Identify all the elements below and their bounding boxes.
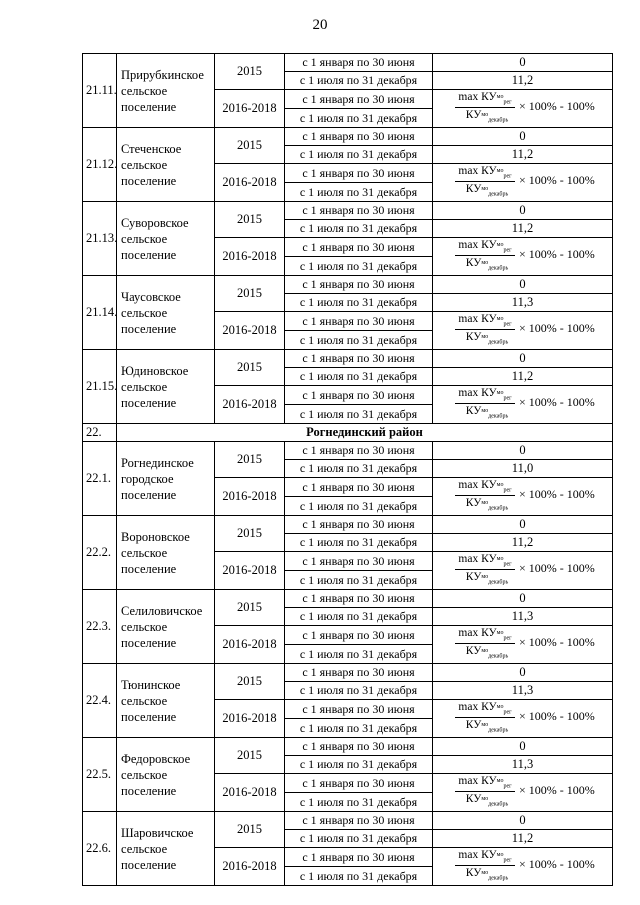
formula-den-sup: мо — [481, 722, 489, 728]
formula-den-text: КУ — [465, 109, 482, 121]
formula-num-sub: рег — [503, 783, 512, 790]
year-cell: 2016-2018 — [215, 848, 285, 886]
value-cell: 11,2 — [433, 220, 613, 238]
district-row — [83, 424, 613, 442]
row-number: 22. — [83, 424, 117, 442]
formula-num-sub: рег — [503, 709, 512, 716]
formula-num-sup: мо — [496, 778, 504, 784]
period-cell: с 1 июля по 31 декабря — [285, 571, 433, 590]
period-cell: с 1 января по 30 июня — [285, 128, 433, 146]
formula-multiplier: × 100% - 100% — [519, 321, 595, 335]
table-row — [83, 202, 613, 220]
formula-num-sub: рег — [503, 487, 512, 494]
formula-den-sup: мо — [481, 112, 489, 118]
fraction-bar — [455, 107, 515, 108]
value-cell: 0 — [433, 664, 613, 682]
formula-den-text: КУ — [465, 331, 482, 343]
formula-denominator — [457, 497, 517, 515]
table-row — [83, 664, 613, 682]
formula-num-sup: мо — [496, 94, 504, 100]
formula-num-sup: мо — [496, 316, 504, 322]
period-cell: с 1 января по 30 июня — [285, 442, 433, 460]
year-cell: 2015 — [215, 516, 285, 552]
value-cell: 0 — [433, 738, 613, 756]
formula-multiplier: × 100% - 100% — [519, 395, 595, 409]
year-cell: 2016-2018 — [215, 90, 285, 128]
year-cell: 2015 — [215, 276, 285, 312]
year-cell: 2015 — [215, 812, 285, 848]
year-cell: 2015 — [215, 54, 285, 90]
formula-num-text: max КУ — [458, 313, 497, 325]
period-cell: с 1 июля по 31 декабря — [285, 183, 433, 202]
formula-den-sub: декабрь — [488, 653, 509, 660]
fraction-bar — [455, 865, 515, 866]
value-cell: 0 — [433, 590, 613, 608]
value-cell: 11,2 — [433, 830, 613, 848]
row-number: 22.1. — [83, 442, 117, 516]
formula-denominator — [457, 571, 517, 589]
year-cell: 2016-2018 — [215, 552, 285, 590]
row-number: 22.2. — [83, 516, 117, 590]
formula-den-sup: мо — [481, 796, 489, 802]
period-cell: с 1 января по 30 июня — [285, 516, 433, 534]
settlement-name: Рогнединское городское поселение — [117, 442, 215, 516]
period-cell: с 1 июля по 31 декабря — [285, 405, 433, 424]
row-number: 21.12. — [83, 128, 117, 202]
value-cell: 11,0 — [433, 460, 613, 478]
year-cell: 2015 — [215, 128, 285, 164]
formula — [453, 313, 623, 347]
period-cell: с 1 июля по 31 декабря — [285, 220, 433, 238]
formula-multiplier: × 100% - 100% — [519, 99, 595, 113]
period-cell: с 1 июля по 31 декабря — [285, 460, 433, 478]
year-cell: 2016-2018 — [215, 386, 285, 424]
table-row — [83, 442, 613, 460]
period-cell: с 1 июля по 31 декабря — [285, 146, 433, 164]
table-row — [83, 812, 613, 830]
period-cell: с 1 июля по 31 декабря — [285, 867, 433, 886]
formula-den-sub: декабрь — [488, 413, 509, 420]
value-cell: 0 — [433, 54, 613, 72]
table-row — [83, 54, 613, 72]
value-cell: 11,2 — [433, 534, 613, 552]
value-cell: 0 — [433, 350, 613, 368]
year-cell: 2015 — [215, 590, 285, 626]
row-number: 22.4. — [83, 664, 117, 738]
table-row — [83, 738, 613, 756]
period-cell: с 1 января по 30 июня — [285, 238, 433, 257]
formula — [453, 627, 623, 661]
formula-num-sub: рег — [503, 99, 512, 106]
formula — [453, 701, 623, 735]
formula — [453, 239, 623, 273]
formula-den-text: КУ — [465, 497, 482, 509]
formula-num-sub: рег — [503, 857, 512, 864]
value-cell: 0 — [433, 442, 613, 460]
value-cell: 0 — [433, 276, 613, 294]
formula-den-sub: декабрь — [488, 339, 509, 346]
row-number: 21.14. — [83, 276, 117, 350]
formula-multiplier: × 100% - 100% — [519, 561, 595, 575]
year-cell: 2015 — [215, 738, 285, 774]
period-cell: с 1 июля по 31 декабря — [285, 368, 433, 386]
fraction-bar — [455, 717, 515, 718]
formula-multiplier: × 100% - 100% — [519, 783, 595, 797]
row-number: 21.13. — [83, 202, 117, 276]
formula-cell — [433, 164, 613, 202]
formula-den-sub: декабрь — [488, 801, 509, 808]
formula-multiplier: × 100% - 100% — [519, 857, 595, 871]
fraction-bar — [455, 495, 515, 496]
formula-num-text: max КУ — [458, 165, 497, 177]
formula-den-sup: мо — [481, 648, 489, 654]
formula-den-sup: мо — [481, 408, 489, 414]
value-cell: 0 — [433, 128, 613, 146]
formula-den-sub: декабрь — [488, 265, 509, 272]
formula — [453, 775, 623, 809]
row-number: 21.15. — [83, 350, 117, 424]
year-cell: 2016-2018 — [215, 312, 285, 350]
settlement-name: Чаусовское сельское поселение — [117, 276, 215, 350]
formula-num-text: max КУ — [458, 553, 497, 565]
formula-cell — [433, 626, 613, 664]
year-cell: 2016-2018 — [215, 774, 285, 812]
period-cell: с 1 января по 30 июня — [285, 90, 433, 109]
period-cell: с 1 июля по 31 декабря — [285, 830, 433, 848]
formula-cell — [433, 774, 613, 812]
period-cell: с 1 июля по 31 декабря — [285, 497, 433, 516]
formula-num-sub: рег — [503, 395, 512, 402]
formula-cell — [433, 478, 613, 516]
period-cell: с 1 января по 30 июня — [285, 202, 433, 220]
fraction-bar — [455, 643, 515, 644]
period-cell: с 1 января по 30 июня — [285, 848, 433, 867]
period-cell: с 1 июля по 31 декабря — [285, 793, 433, 812]
formula-denominator — [457, 257, 517, 275]
year-cell: 2016-2018 — [215, 164, 285, 202]
period-cell: с 1 января по 30 июня — [285, 54, 433, 72]
formula-num-sub: рег — [503, 247, 512, 254]
settlement-name: Селиловичское сельское поселение — [117, 590, 215, 664]
formula-den-sub: декабрь — [488, 875, 509, 882]
district-name: Рогнединский район — [117, 424, 613, 442]
formula-num-sup: мо — [496, 852, 504, 858]
period-cell: с 1 января по 30 июня — [285, 700, 433, 719]
formula-multiplier: × 100% - 100% — [519, 173, 595, 187]
formula-num-sup: мо — [496, 242, 504, 248]
formula-den-sub: декабрь — [488, 191, 509, 198]
formula-num-sup: мо — [496, 482, 504, 488]
row-number: 21.11. — [83, 54, 117, 128]
fraction-bar — [455, 791, 515, 792]
formula-num-sub: рег — [503, 321, 512, 328]
formula-den-sup: мо — [481, 186, 489, 192]
period-cell: с 1 июля по 31 декабря — [285, 534, 433, 552]
table-row — [83, 128, 613, 146]
formula-den-sub: декабрь — [488, 505, 509, 512]
year-cell: 2015 — [215, 202, 285, 238]
formula-denominator — [457, 793, 517, 811]
value-cell: 0 — [433, 812, 613, 830]
settlement-name: Шаровичское сельское поселение — [117, 812, 215, 886]
formula-num-text: max КУ — [458, 239, 497, 251]
formula-den-sup: мо — [481, 870, 489, 876]
formula-den-sup: мо — [481, 260, 489, 266]
formula-num-text: max КУ — [458, 479, 497, 491]
period-cell: с 1 июля по 31 декабря — [285, 608, 433, 626]
value-cell: 11,3 — [433, 608, 613, 626]
formula-num-sub: рег — [503, 561, 512, 568]
period-cell: с 1 января по 30 июня — [285, 386, 433, 405]
formula-denominator — [457, 719, 517, 737]
formula-denominator — [457, 645, 517, 663]
period-cell: с 1 января по 30 июня — [285, 164, 433, 183]
period-cell: с 1 июля по 31 декабря — [285, 257, 433, 276]
period-cell: с 1 июля по 31 декабря — [285, 645, 433, 664]
period-cell: с 1 января по 30 июня — [285, 738, 433, 756]
formula-num-text: max КУ — [458, 387, 497, 399]
period-cell: с 1 июля по 31 декабря — [285, 719, 433, 738]
value-cell: 0 — [433, 516, 613, 534]
formula-den-sub: декабрь — [488, 727, 509, 734]
period-cell: с 1 января по 30 июня — [285, 350, 433, 368]
formula — [453, 553, 623, 587]
formula-num-sup: мо — [496, 556, 504, 562]
formula-num-sub: рег — [503, 635, 512, 642]
formula-denominator — [457, 109, 517, 127]
table-row — [83, 276, 613, 294]
formula-cell — [433, 386, 613, 424]
formula-denominator — [457, 331, 517, 349]
value-cell: 11,3 — [433, 682, 613, 700]
formula-num-sup: мо — [496, 168, 504, 174]
fraction-bar — [455, 181, 515, 182]
formula-cell — [433, 90, 613, 128]
row-number: 22.6. — [83, 812, 117, 886]
formula-multiplier: × 100% - 100% — [519, 487, 595, 501]
formula-den-text: КУ — [465, 645, 482, 657]
formula-multiplier: × 100% - 100% — [519, 635, 595, 649]
year-cell: 2015 — [215, 664, 285, 700]
formula-den-text: КУ — [465, 867, 482, 879]
page-number: 20 — [312, 17, 328, 33]
formula-num-sup: мо — [496, 630, 504, 636]
value-cell: 11,3 — [433, 294, 613, 312]
settlement-name: Стеченское сельское поселение — [117, 128, 215, 202]
settlement-name: Тюнинское сельское поселение — [117, 664, 215, 738]
formula-den-text: КУ — [465, 405, 482, 417]
formula — [453, 165, 623, 199]
year-cell: 2015 — [215, 350, 285, 386]
formula-num-sup: мо — [496, 704, 504, 710]
period-cell: с 1 января по 30 июня — [285, 276, 433, 294]
formula-denominator — [457, 405, 517, 423]
formula-denominator — [457, 867, 517, 885]
period-cell: с 1 января по 30 июня — [285, 664, 433, 682]
formula-cell — [433, 848, 613, 886]
period-cell: с 1 января по 30 июня — [285, 478, 433, 497]
period-cell: с 1 июля по 31 декабря — [285, 682, 433, 700]
formula — [453, 479, 623, 513]
formula-num-sub: рег — [503, 173, 512, 180]
formula-multiplier: × 100% - 100% — [519, 709, 595, 723]
year-cell: 2016-2018 — [215, 238, 285, 276]
formula-cell — [433, 552, 613, 590]
value-cell: 11,2 — [433, 368, 613, 386]
year-cell: 2016-2018 — [215, 478, 285, 516]
year-cell: 2016-2018 — [215, 626, 285, 664]
row-number: 22.5. — [83, 738, 117, 812]
table-row — [83, 350, 613, 368]
period-cell: с 1 января по 30 июня — [285, 812, 433, 830]
fraction-bar — [455, 569, 515, 570]
settlement-name: Вороновское сельское поселение — [117, 516, 215, 590]
formula-den-sup: мо — [481, 574, 489, 580]
period-cell: с 1 июля по 31 декабря — [285, 756, 433, 774]
formula-denominator — [457, 183, 517, 201]
period-cell: с 1 января по 30 июня — [285, 774, 433, 793]
period-cell: с 1 июля по 31 декабря — [285, 331, 433, 350]
settlement-name: Федоровское сельское поселение — [117, 738, 215, 812]
formula-den-text: КУ — [465, 183, 482, 195]
table-row — [83, 516, 613, 534]
formula — [453, 387, 623, 421]
row-number: 22.3. — [83, 590, 117, 664]
formula-num-text: max КУ — [458, 775, 497, 787]
formula — [453, 91, 623, 125]
settlement-name: Суворовское сельское поселение — [117, 202, 215, 276]
period-cell: с 1 июля по 31 декабря — [285, 109, 433, 128]
formula-den-text: КУ — [465, 257, 482, 269]
formula-num-text: max КУ — [458, 701, 497, 713]
year-cell: 2015 — [215, 442, 285, 478]
formula-den-sup: мо — [481, 500, 489, 506]
value-cell: 11,2 — [433, 146, 613, 164]
formula-num-sup: мо — [496, 390, 504, 396]
formula-den-text: КУ — [465, 719, 482, 731]
formula-den-sup: мо — [481, 334, 489, 340]
formula-den-sub: декабрь — [488, 117, 509, 124]
period-cell: с 1 января по 30 июня — [285, 312, 433, 331]
settlement-name: Юдиновское сельское поселение — [117, 350, 215, 424]
fraction-bar — [455, 403, 515, 404]
formula-den-text: КУ — [465, 571, 482, 583]
table-row — [83, 590, 613, 608]
fraction-bar — [455, 329, 515, 330]
value-cell: 11,3 — [433, 756, 613, 774]
formula-cell — [433, 238, 613, 276]
period-cell: с 1 июля по 31 декабря — [285, 294, 433, 312]
formula-den-sub: декабрь — [488, 579, 509, 586]
value-cell: 0 — [433, 202, 613, 220]
formula-num-text: max КУ — [458, 849, 497, 861]
formula-cell — [433, 312, 613, 350]
fraction-bar — [455, 255, 515, 256]
formula — [453, 849, 623, 883]
period-cell: с 1 января по 30 июня — [285, 590, 433, 608]
period-cell: с 1 июля по 31 декабря — [285, 72, 433, 90]
value-cell: 11,2 — [433, 72, 613, 90]
formula-den-text: КУ — [465, 793, 482, 805]
period-cell: с 1 января по 30 июня — [285, 626, 433, 645]
period-cell: с 1 января по 30 июня — [285, 552, 433, 571]
formula-multiplier: × 100% - 100% — [519, 247, 595, 261]
formula-cell — [433, 700, 613, 738]
formula-num-text: max КУ — [458, 627, 497, 639]
year-cell: 2016-2018 — [215, 700, 285, 738]
settlement-name: Прирубкинское сельское поселение — [117, 54, 215, 128]
tariff-table — [82, 53, 613, 886]
formula-num-text: max КУ — [458, 91, 497, 103]
